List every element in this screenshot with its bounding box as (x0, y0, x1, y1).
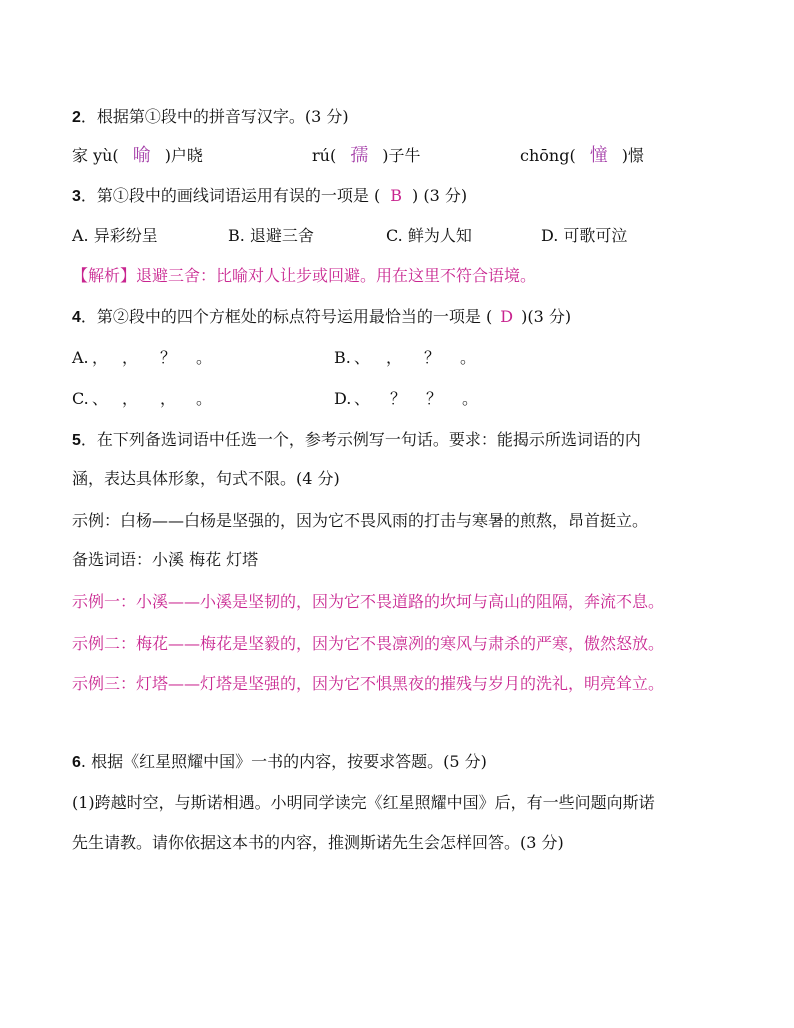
q4-heading (72, 305, 571, 330)
q4-option-b (334, 346, 477, 370)
q2-item-2 (312, 144, 420, 168)
q2-item-1-pre: 家 yù( (72, 146, 119, 165)
q4-option-c-mark-4: 。 (196, 389, 213, 408)
q2-item-1-post: )户晓 (164, 146, 203, 165)
q3-option-b: B. 退避三舍 (228, 226, 314, 245)
q4-number: 4 (72, 309, 81, 326)
q5-example: 示例：白杨——白杨是坚强的，因为它不畏风雨的打击与寒暑的煎熬，昂首挺立。 (72, 511, 649, 530)
q5-number: 5 (72, 432, 81, 449)
q2-item-1-answer: 喻 (132, 145, 151, 166)
q6-sub1-line-2: 先生请教。请你依据这本书的内容，推测斯诺先生会怎样回答。(3 分) (72, 833, 564, 852)
q6-heading (72, 750, 487, 775)
q4-option-d-mark-4: 。 (462, 389, 479, 408)
q3-analysis-tag: 【解析】 (72, 266, 137, 285)
q5-answer-1: 示例一：小溪——小溪是坚韧的，因为它不畏道路的坎坷与高山的阻隔，奔流不息。 (72, 592, 665, 611)
q4-option-a-label: A. (72, 348, 89, 367)
q4-option-c-mark-2: ， (122, 389, 139, 408)
q5-line-2: 涵，表达具体形象，句式不限。(4 分) (72, 469, 340, 488)
q4-option-a-mark-4: 。 (196, 348, 213, 367)
q3-options (72, 224, 732, 248)
q4-option-d-mark-3: ？ (426, 389, 443, 408)
q3-text-pre: ．第①段中的画线词语运用有误的一项是 ( (80, 186, 381, 205)
q3-answer: B (390, 186, 403, 205)
q4-option-b-mark-2: ， (386, 348, 403, 367)
q4-option-d (334, 387, 479, 411)
q3-text-post: ) (3 分) (412, 186, 468, 205)
q4-text-post: )(3 分) (521, 307, 572, 326)
q2-number: 2 (72, 109, 81, 126)
q2-heading (72, 105, 349, 130)
q3-option-d: D. 可歌可泣 (541, 226, 628, 245)
q4-text-pre: ．第②段中的四个方框处的标点符号运用最恰当的一项是 ( (80, 307, 493, 326)
q2-item-3-pre: chōng( (520, 146, 576, 165)
q6-text: . 根据《红星照耀中国》一书的内容，按要求答题。(5 分) (80, 752, 487, 771)
q4-option-a (72, 346, 213, 370)
q2-item-3-answer: 憧 (589, 145, 608, 166)
q4-options-row-1 (72, 346, 732, 370)
q4-option-b-mark-4: 。 (460, 348, 477, 367)
q4-option-d-mark-1: 、 (354, 389, 371, 408)
q4-option-b-mark-1: 、 (354, 348, 371, 367)
q2-item-2-pre: rú( (312, 146, 337, 165)
q4-option-c-label: C. (72, 389, 89, 408)
q4-option-a-mark-1: ， (92, 348, 109, 367)
q2-item-3-post: )憬 (621, 146, 644, 165)
q4-option-b-label: B. (334, 348, 351, 367)
q4-option-b-mark-3: ？ (424, 348, 441, 367)
q4-option-d-mark-2: ？ (390, 389, 407, 408)
q4-option-c (72, 387, 213, 411)
q4-option-c-mark-3: ， (160, 389, 177, 408)
q2-items (72, 144, 732, 170)
q3-number: 3 (72, 188, 81, 205)
q6-number: 6 (72, 754, 81, 771)
q5-answer-2: 示例二：梅花——梅花是坚毅的，因为它不畏凛冽的寒风与肃杀的严寒，傲然怒放。 (72, 634, 665, 653)
q2-text: ．根据第①段中的拼音写汉字。(3 分) (80, 107, 349, 126)
q5-choices: 备选词语：小溪 梅花 灯塔 (72, 550, 259, 569)
q2-item-1 (72, 144, 203, 168)
q4-option-d-label: D. (334, 389, 352, 408)
q5-answer-3: 示例三：灯塔——灯塔是坚强的，因为它不惧黑夜的摧残与岁月的洗礼，明亮耸立。 (72, 674, 665, 693)
q4-option-c-mark-1: 、 (92, 389, 109, 408)
q3-heading (72, 184, 467, 209)
q6-sub1-line-1: (1)跨越时空，与斯诺相遇。小明同学读完《红星照耀中国》后，有一些问题向斯诺 (72, 793, 655, 812)
q3-option-a: A. 异彩纷呈 (72, 226, 158, 245)
q3-option-c: C. 鲜为人知 (386, 226, 472, 245)
q3-analysis-text: 退避三舍：比喻对人让步或回避。用在这里不符合语境。 (136, 266, 537, 285)
q4-option-a-mark-3: ？ (160, 348, 177, 367)
q4-option-a-mark-2: ， (122, 348, 139, 367)
q5-line-1: ．在下列备选词语中任选一个，参考示例写一句话。要求：能揭示所选词语的内 (80, 430, 641, 449)
q2-item-2-post: )子牛 (382, 146, 421, 165)
q5-heading (72, 428, 641, 453)
q3-analysis (72, 264, 536, 288)
q2-item-2-answer: 孺 (350, 145, 369, 166)
q4-options-row-2 (72, 387, 732, 411)
q4-answer: D (500, 307, 514, 326)
q2-item-3 (520, 144, 644, 168)
